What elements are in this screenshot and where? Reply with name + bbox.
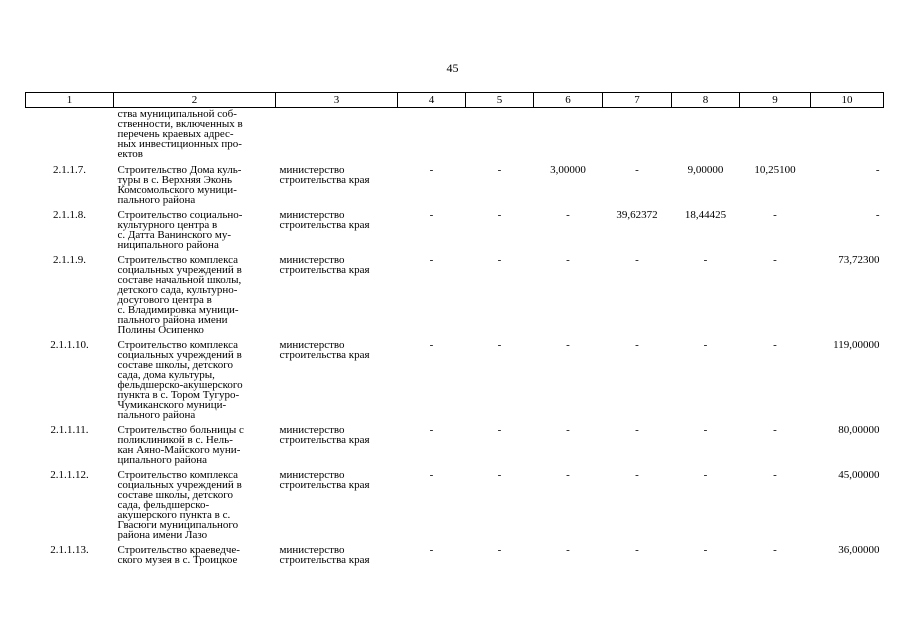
row-value: - bbox=[773, 209, 777, 221]
text-line: министерство bbox=[279, 469, 345, 481]
text-line: Строительство больницы с bbox=[117, 424, 244, 436]
row-value: - bbox=[635, 339, 639, 351]
row-value: - bbox=[635, 254, 639, 266]
row-value: - bbox=[703, 469, 708, 481]
text-line: пального района имени bbox=[117, 314, 228, 326]
row-executor bbox=[276, 164, 398, 209]
row-name bbox=[114, 164, 276, 209]
text-line: с. Владимировка муници- bbox=[117, 304, 239, 316]
row-value: - bbox=[566, 469, 570, 481]
table-row bbox=[26, 424, 884, 469]
text-line: министерство bbox=[279, 424, 345, 436]
column-header: 4 bbox=[398, 93, 466, 108]
text-line: составе школы, детского bbox=[117, 359, 233, 371]
text-line: строительства края bbox=[279, 264, 370, 276]
row-executor bbox=[276, 544, 398, 569]
text-line: сада, дома культуры, bbox=[117, 369, 215, 381]
empty-cell bbox=[398, 108, 466, 165]
row-name bbox=[114, 469, 276, 544]
text-line: пального района bbox=[117, 194, 196, 206]
empty-cell bbox=[26, 108, 114, 165]
text-line: социальных учреждений в bbox=[117, 479, 242, 491]
text-line: социальных учреждений в bbox=[117, 349, 242, 361]
row-executor bbox=[276, 424, 398, 469]
text-line: детского сада, культурно- bbox=[117, 284, 238, 296]
continuation-row bbox=[26, 108, 884, 165]
row-value: - bbox=[566, 544, 570, 556]
text-line: акушерского пункта в с. bbox=[117, 509, 231, 521]
row-code: 2.1.1.11. bbox=[50, 424, 89, 436]
empty-cell bbox=[534, 108, 603, 165]
row-value: - bbox=[773, 424, 777, 436]
column-header: 1 bbox=[26, 93, 114, 108]
text-line: кан Аяно-Майского муни- bbox=[117, 444, 241, 456]
empty-cell bbox=[603, 108, 672, 165]
row-executor bbox=[276, 469, 398, 544]
empty-cell bbox=[740, 108, 811, 165]
text-line: ных инвестиционных про- bbox=[117, 138, 242, 150]
text-line: ектов bbox=[117, 148, 143, 160]
text-line: составе школы, детского bbox=[117, 489, 233, 501]
row-code: 2.1.1.8. bbox=[53, 209, 86, 221]
text-line: министерство bbox=[279, 339, 345, 351]
text-line: досугового центра в bbox=[117, 294, 212, 306]
table-row bbox=[26, 164, 884, 209]
row-value: - bbox=[703, 339, 708, 351]
text-line: строительства края bbox=[279, 479, 370, 491]
row-value: - bbox=[497, 544, 502, 556]
row-value: - bbox=[497, 164, 502, 176]
row-name bbox=[114, 339, 276, 424]
text-line: культурного центра в bbox=[117, 219, 218, 231]
text-line: министерство bbox=[279, 254, 345, 266]
row-code: 2.1.1.12. bbox=[50, 469, 89, 481]
row-value: - bbox=[497, 254, 502, 266]
row-value: 39,62372 bbox=[616, 209, 658, 221]
empty-cell bbox=[811, 108, 884, 165]
text-line: пального района bbox=[117, 409, 196, 421]
text-line: перечень краевых адрес- bbox=[117, 128, 234, 140]
text-line: пункта в с. Тором Тугуро- bbox=[117, 389, 240, 401]
text-line: Полины Осипенко bbox=[117, 324, 204, 336]
column-header: 8 bbox=[672, 93, 740, 108]
column-header: 3 bbox=[276, 93, 398, 108]
text-line: Строительство комплекса bbox=[117, 469, 239, 481]
text-line: туры в с. Верхняя Эконь bbox=[117, 174, 233, 186]
text-line: ства муниципальной соб- bbox=[117, 108, 237, 120]
text-line: ниципального района bbox=[117, 239, 219, 251]
row-code: 2.1.1.7. bbox=[53, 164, 86, 176]
row-name bbox=[114, 209, 276, 254]
text-line: строительства края bbox=[279, 219, 370, 231]
text-line: министерство bbox=[279, 164, 345, 176]
row-value: - bbox=[429, 209, 434, 221]
column-header: 6 bbox=[534, 93, 603, 108]
row-value: 119,00000 bbox=[833, 339, 880, 351]
text-line: Строительство Дома куль- bbox=[117, 164, 242, 176]
row-value: - bbox=[635, 544, 639, 556]
table-row bbox=[26, 339, 884, 424]
table-row bbox=[26, 209, 884, 254]
row-value: 3,00000 bbox=[550, 164, 586, 176]
row-executor bbox=[276, 254, 398, 339]
text-line: ственности, включенных в bbox=[117, 118, 243, 130]
text-line: министерство bbox=[279, 209, 345, 221]
row-code: 2.1.1.10. bbox=[50, 339, 89, 351]
row-value: - bbox=[566, 424, 570, 436]
text-line: социальных учреждений в bbox=[117, 264, 242, 276]
row-value: - bbox=[429, 254, 434, 266]
row-value: - bbox=[566, 254, 570, 266]
text-line: сада, фельдшерско- bbox=[117, 499, 210, 511]
text-line: Чумиканского муници- bbox=[117, 399, 227, 411]
text-line: с. Датта Ванинского му- bbox=[117, 229, 232, 241]
row-value: - bbox=[497, 339, 502, 351]
empty-cell bbox=[672, 108, 740, 165]
row-value: 45,00000 bbox=[838, 469, 880, 481]
row-value: - bbox=[566, 209, 570, 221]
row-executor bbox=[276, 339, 398, 424]
text-line: строительства края bbox=[279, 349, 370, 361]
empty-cell bbox=[276, 108, 398, 165]
page-number: 45 bbox=[446, 61, 459, 75]
row-value: - bbox=[497, 469, 502, 481]
text-line: Комсомольского муници- bbox=[117, 184, 237, 196]
row-value: 36,00000 bbox=[838, 544, 880, 556]
row-value: - bbox=[773, 254, 777, 266]
row-value: - bbox=[773, 339, 777, 351]
text-line: строительства края bbox=[279, 174, 370, 186]
row-value: 10,25100 bbox=[754, 164, 796, 176]
text-line: строительства края bbox=[279, 434, 370, 446]
row-value: 80,00000 bbox=[838, 424, 880, 436]
row-value: - bbox=[635, 164, 639, 176]
column-header: 9 bbox=[740, 93, 811, 108]
row-value: - bbox=[703, 544, 708, 556]
row-value: - bbox=[635, 469, 639, 481]
text-line: строительства края bbox=[279, 554, 370, 566]
row-name bbox=[114, 254, 276, 339]
row-value: 18,44425 bbox=[684, 209, 727, 221]
row-value: - bbox=[875, 164, 880, 176]
text-line: Строительство комплекса bbox=[117, 339, 239, 351]
text-line: Строительство краеведче- bbox=[117, 544, 240, 556]
column-number-row bbox=[26, 93, 884, 108]
row-code: 2.1.1.13. bbox=[50, 544, 89, 556]
row-code: 2.1.1.9. bbox=[53, 254, 86, 266]
row-value: - bbox=[875, 209, 880, 221]
row-value: - bbox=[773, 469, 777, 481]
row-value: - bbox=[497, 424, 502, 436]
row-value: - bbox=[429, 424, 434, 436]
text-line: Строительство комплекса bbox=[117, 254, 239, 266]
column-header: 5 bbox=[466, 93, 534, 108]
row-value: 9,00000 bbox=[687, 164, 724, 176]
row-value: - bbox=[703, 254, 708, 266]
text-line: поликлиникой в с. Нель- bbox=[117, 434, 233, 446]
continuation-text bbox=[114, 108, 276, 165]
row-value: - bbox=[773, 544, 777, 556]
table-row bbox=[26, 544, 884, 569]
column-header: 7 bbox=[603, 93, 672, 108]
text-line: Строительство социально- bbox=[117, 209, 243, 221]
text-line: фельдшерско-акушерского bbox=[117, 379, 243, 391]
row-executor bbox=[276, 209, 398, 254]
row-value: - bbox=[566, 339, 570, 351]
row-value: - bbox=[429, 339, 434, 351]
row-value: - bbox=[497, 209, 502, 221]
column-header: 10 bbox=[811, 93, 884, 108]
row-name bbox=[114, 544, 276, 569]
row-value: - bbox=[703, 424, 708, 436]
program-table bbox=[25, 92, 884, 569]
row-value: - bbox=[635, 424, 639, 436]
row-value: - bbox=[429, 164, 434, 176]
table-row bbox=[26, 254, 884, 339]
text-line: министерство bbox=[279, 544, 345, 556]
text-line: ципального района bbox=[117, 454, 208, 466]
text-line: составе начальной школы, bbox=[117, 274, 242, 286]
row-name bbox=[114, 424, 276, 469]
text-line: Гвасюги муниципального bbox=[117, 519, 239, 531]
column-header: 2 bbox=[114, 93, 276, 108]
row-value: 73,72300 bbox=[838, 254, 880, 266]
text-line: ского музея в с. Троицкое bbox=[117, 554, 238, 566]
text-line: района имени Лазо bbox=[117, 529, 208, 541]
empty-cell bbox=[466, 108, 534, 165]
row-value: - bbox=[429, 469, 434, 481]
table-row bbox=[26, 469, 884, 544]
row-value: - bbox=[429, 544, 434, 556]
